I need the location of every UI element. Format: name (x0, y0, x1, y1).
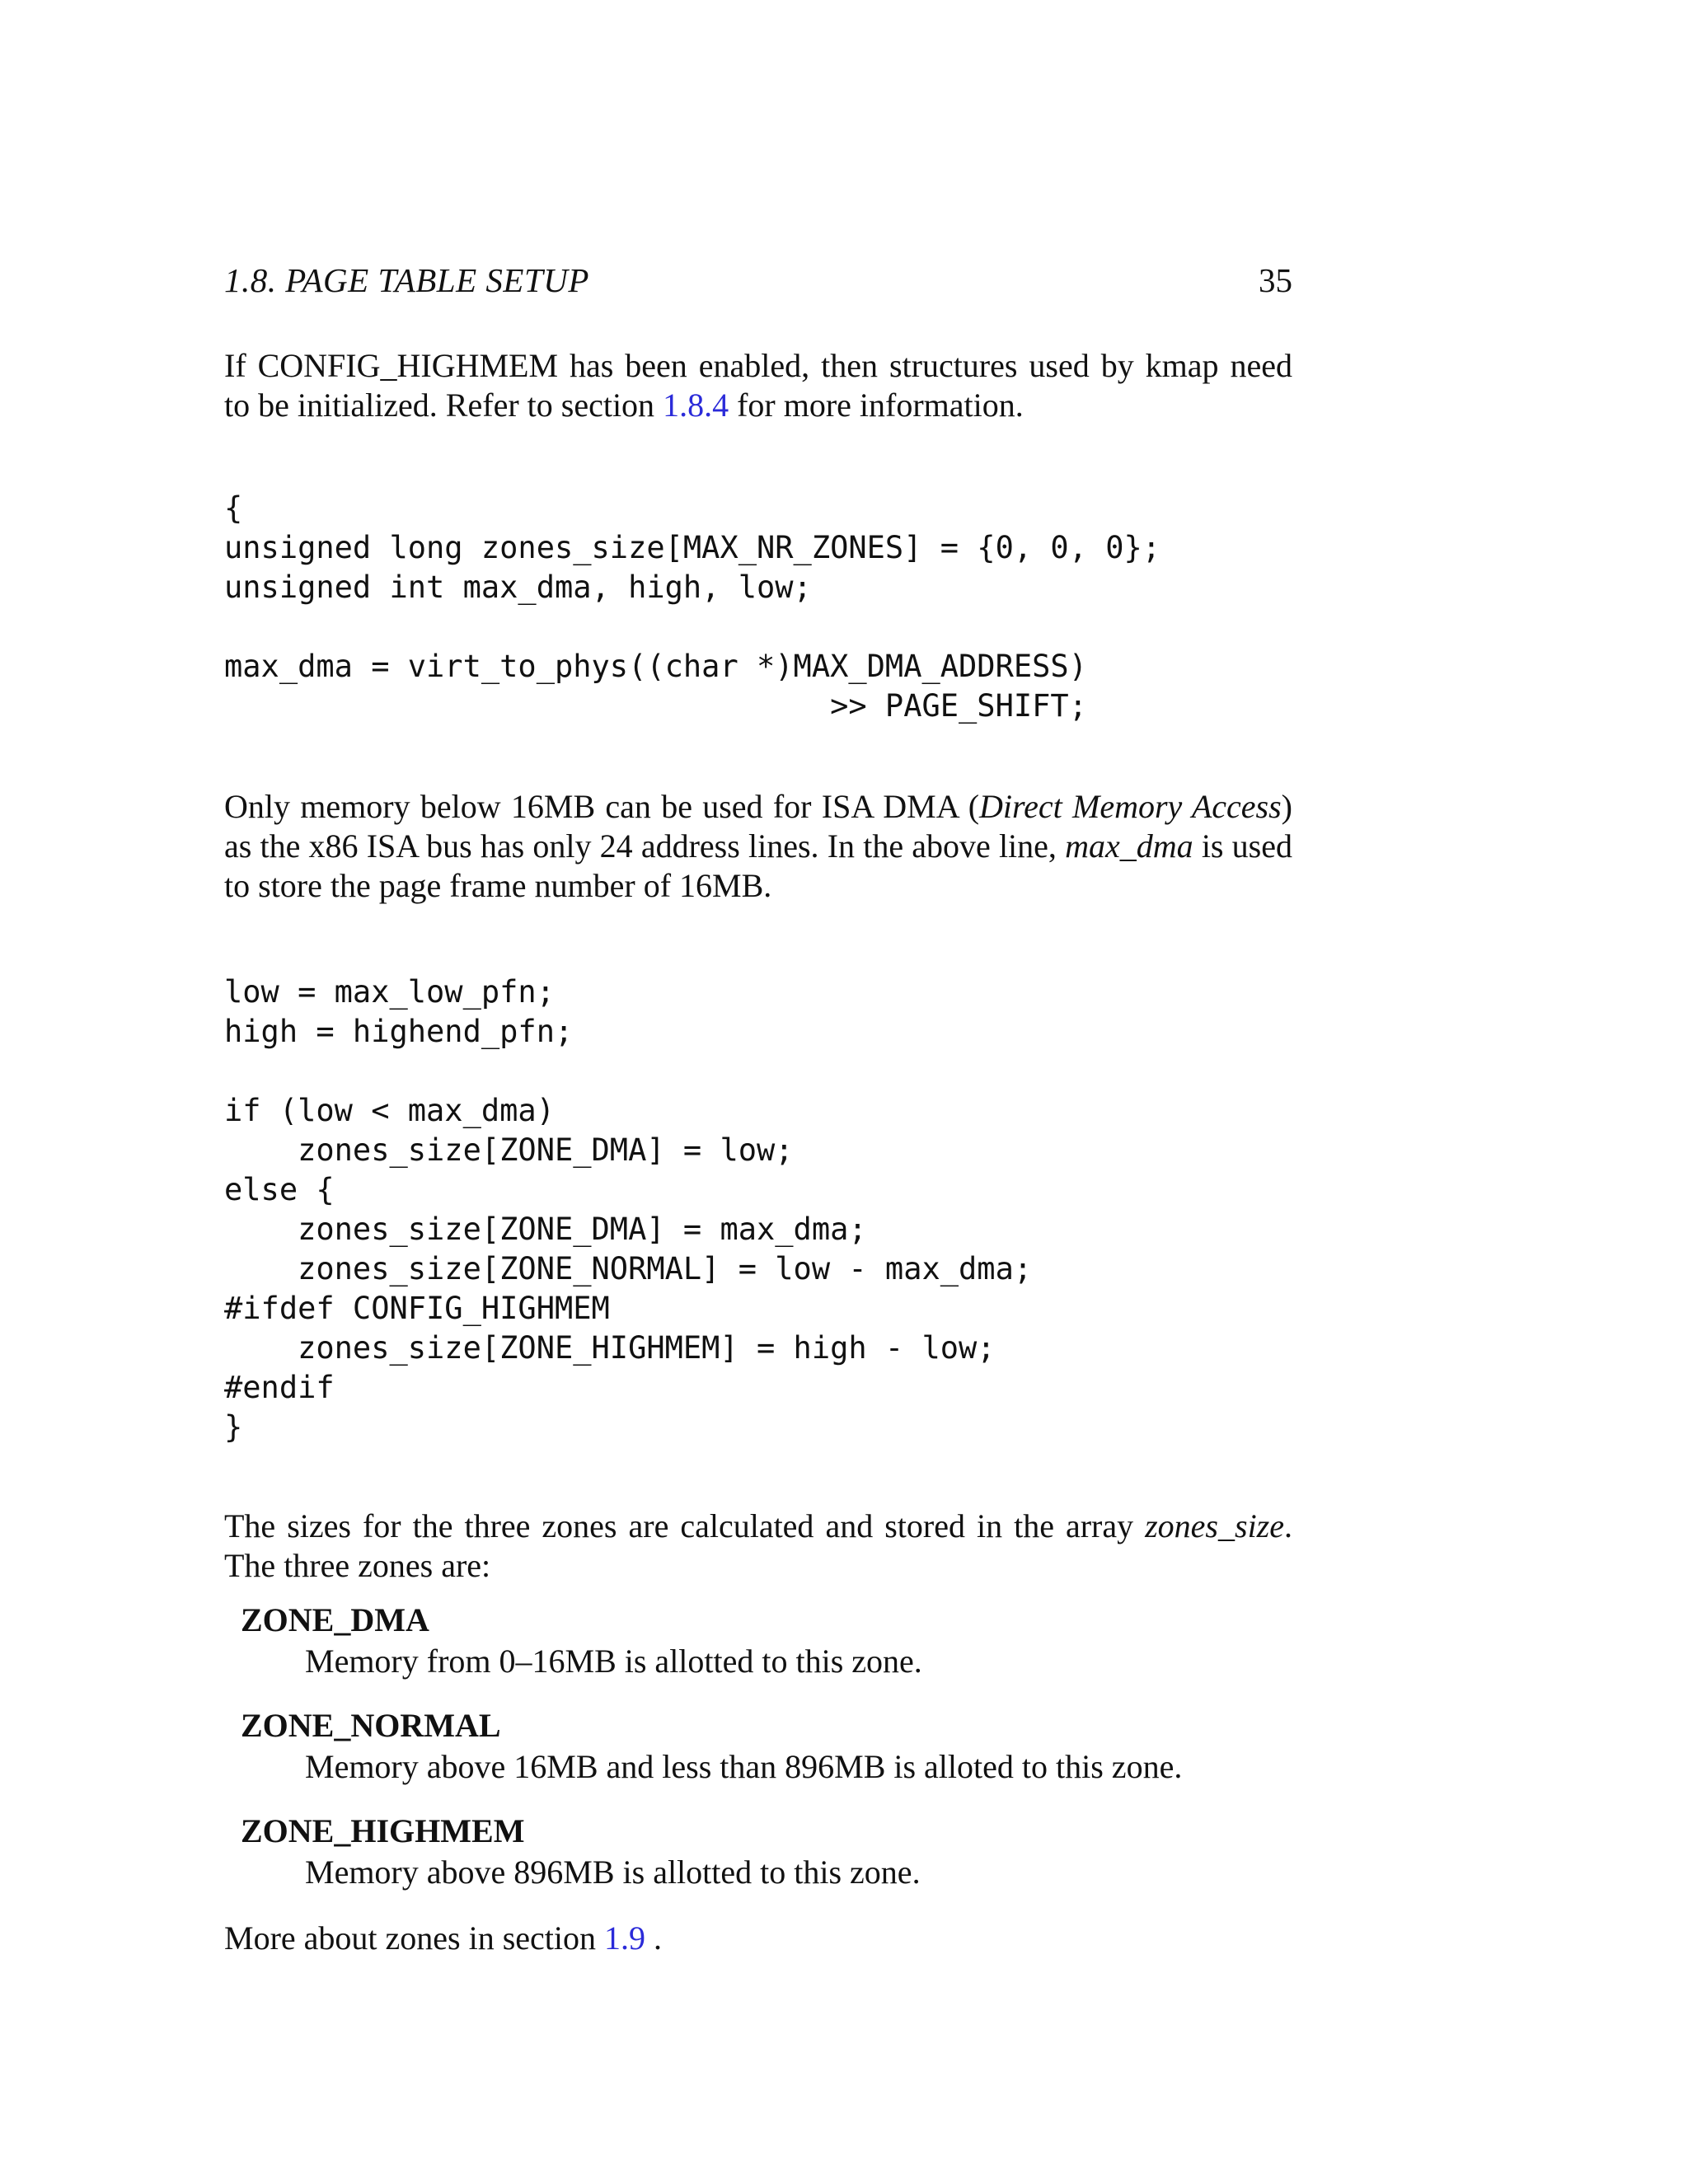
code-line: max_dma = virt_to_phys((char *)MAX_DMA_ADDRESS) (224, 649, 1087, 684)
zone-term: ZONE_DMA (241, 1601, 429, 1638)
code-line: zones_size[ZONE_DMA] = max_dma; (224, 1212, 867, 1247)
code-line: zones_size[ZONE_HIGHMEM] = high - low; (224, 1330, 996, 1366)
isa-dma-text: Only memory below 16MB can be used for ISA DMA ( (224, 788, 980, 825)
zones-intro-text: The sizes for the three zones are calculated and stored in the array (224, 1507, 1146, 1544)
zone-term: ZONE_HIGHMEM (241, 1812, 525, 1849)
more-about-zones-paragraph (224, 1919, 1292, 1958)
code-line (224, 1052, 1032, 1091)
zone-description: Memory from 0–16MB is allotted to this zone. (305, 1643, 922, 1680)
code-line: zones_size[ZONE_DMA] = low; (224, 1132, 794, 1168)
code-line: unsigned int max_dma, high, low; (224, 569, 812, 605)
intro-text: If CONFIG_HIGHMEM has been enabled, then structures used by kmap need to be initialized. Refer to section (224, 347, 1292, 424)
zone-item-normal (241, 1706, 1292, 1787)
page-number: 35 (1259, 261, 1292, 299)
section-link-1-8-4[interactable]: 1.8.4 (663, 387, 729, 424)
running-head-section-title: 1.8. PAGE TABLE SETUP (224, 261, 589, 299)
section-link-1-9[interactable]: 1.9 (604, 1919, 645, 1957)
more-about-zones-text-end: . (645, 1919, 662, 1957)
isa-dma-text-end: is used to store the page frame number of 16MB. (224, 827, 1292, 904)
zone-item-highmem (241, 1811, 1292, 1892)
code-line: { (224, 490, 243, 526)
isa-dma-paragraph (224, 787, 1292, 906)
zone-item-dma (241, 1601, 1292, 1681)
running-head (224, 257, 1292, 303)
code-line: high = highend_pfn; (224, 1014, 574, 1049)
intro-paragraph (224, 346, 1292, 425)
code-block-zone-sizes (224, 972, 1032, 1447)
zones-intro-text-end: . The three zones are: (224, 1507, 1292, 1584)
code-line: #ifdef CONFIG_HIGHMEM (224, 1291, 610, 1326)
code-line (224, 607, 1160, 647)
italic-direct-memory-access: Direct Memory Access (979, 788, 1282, 825)
code-line: else { (224, 1172, 335, 1207)
isa-dma-text-mid: ) as the x86 ISA bus has only 24 address lines. In the above line, (224, 788, 1292, 865)
zone-term: ZONE_NORMAL (241, 1707, 501, 1744)
zones-description-list (241, 1601, 1292, 1909)
zones-intro-paragraph (224, 1507, 1292, 1586)
zone-description: Memory above 896MB is allotted to this zone. (305, 1854, 921, 1891)
code-line: #endif (224, 1370, 335, 1405)
code-block-zones-init (224, 489, 1160, 726)
italic-max-dma: max_dma (1065, 827, 1193, 865)
zone-description: Memory above 16MB and less than 896MB is alloted to this zone. (305, 1748, 1183, 1785)
intro-text-end: for more information. (729, 387, 1024, 424)
code-line: >> PAGE_SHIFT; (224, 688, 1087, 724)
code-line: zones_size[ZONE_NORMAL] = low - max_dma; (224, 1251, 1033, 1286)
more-about-zones-text: More about zones in section (224, 1919, 604, 1957)
italic-zones-size: zones_size (1145, 1507, 1284, 1544)
code-line: } (224, 1409, 243, 1445)
code-line: unsigned long zones_size[MAX_NR_ZONES] = {0, 0, 0}; (224, 530, 1161, 565)
code-line: if (low < max_dma) (224, 1093, 555, 1128)
code-line: low = max_low_pfn; (224, 974, 555, 1010)
